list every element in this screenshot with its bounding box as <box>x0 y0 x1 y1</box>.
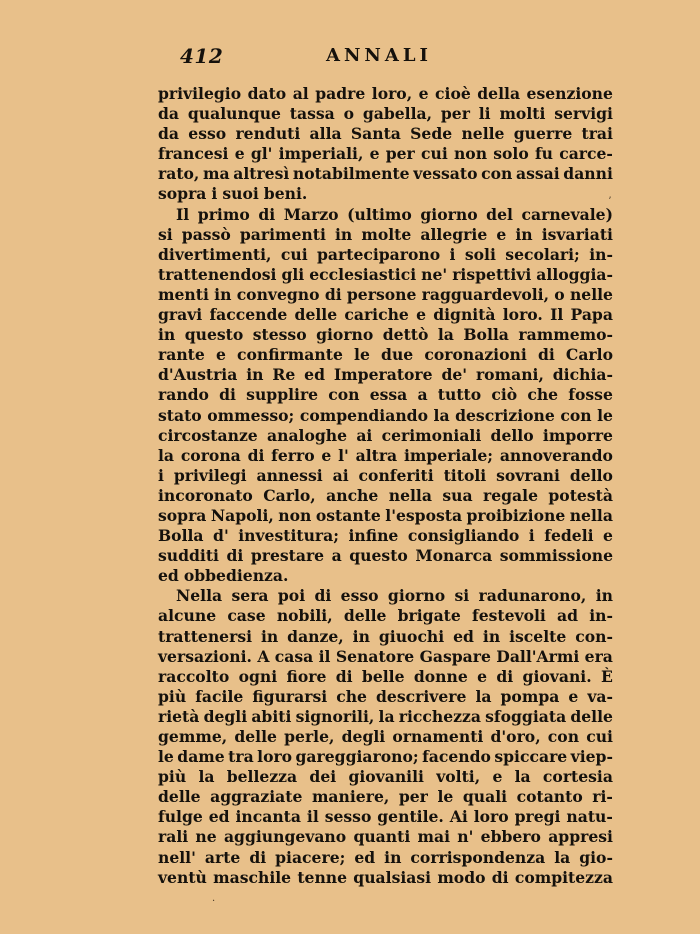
text-line: in questo stesso giorno dettò la Bolla rammemo- <box>158 325 613 345</box>
text-line: privilegio dato al padre loro, e cioè della esenzione <box>158 84 613 103</box>
text-line: i privilegi annessi ai conferiti titoli sovrani dello <box>158 465 613 485</box>
text-line: rietà degli abiti signorili, la ricchezza sfoggiata delle <box>158 706 613 726</box>
text-line: si passò parimenti in molte allegrie e in isvariati <box>158 224 613 244</box>
text-line: delle aggraziate maniere, per le quali cotanto ri- <box>158 787 613 807</box>
text-line: più facile figurarsi che descrivere la pompa e va- <box>158 686 613 706</box>
text-line: la corona di ferro e l' altra imperiale; annoverando <box>158 445 613 465</box>
text-line: francesi e gl' imperiali, e per cui non solo fu carce- <box>158 144 613 164</box>
text-line: sopra i suoi beni. <box>158 184 308 204</box>
text-line: ventù maschile tenne qualsiasi modo di compitezza <box>158 867 613 887</box>
text-line: Nella sera poi di esso giorno si radunarono, in <box>176 586 613 606</box>
text-line: rali ne aggiungevano quanti mai n' ebbero appresi <box>158 827 613 847</box>
page-number: 412 <box>180 44 224 68</box>
text-line: d'Austria in Re ed Imperatore de' romani, dichia- <box>158 365 613 385</box>
print-speck: ʼ <box>608 196 612 207</box>
text-line: raccolto ogni fiore di belle donne e di giovani. È <box>158 666 613 686</box>
text-line: rando di supplire con essa a tutto ciò che fosse <box>158 385 613 405</box>
text-line: alcune case nobili, delle brigate festevoli ad in- <box>158 606 613 626</box>
text-line: incoronato Carlo, anche nella sua regale potestà <box>158 485 613 505</box>
text-line: versazioni. A casa il Senatore Gaspare Dall'Armi era <box>158 646 613 666</box>
body-text <box>158 84 613 888</box>
text-line: rato, ma altresì notabilmente vessato con assai danni <box>158 164 613 184</box>
text-line: ed obbedienza. <box>158 566 289 586</box>
text-line: più la bellezza dei giovanili volti, e la cortesia <box>158 767 613 787</box>
text-line: da qualunque tassa o gabella, per li molti servigi <box>158 104 613 124</box>
text-line: circostanze analoghe ai cerimoniali dello imporre <box>158 425 613 445</box>
text-line: trattenendosi gli ecclesiastici ne' rispettivi alloggia- <box>158 264 613 284</box>
text-line: gravi faccende delle cariche e dignità loro. Il Papa <box>158 305 613 325</box>
text-line: nell' arte di piacere; ed in corrispondenza la gio- <box>158 847 613 867</box>
text-line: le dame tra loro gareggiarono; facendo spiccare viep- <box>158 747 613 767</box>
text-line: trattenersi in danze, in giuochi ed in iscelte con- <box>158 626 613 646</box>
text-line: Bolla d' investitura; infine consigliando i fedeli e <box>158 526 613 546</box>
text-line: menti in convegno di persone ragguardevoli, o nelle <box>158 284 613 304</box>
text-line: da esso renduti alla Santa Sede nelle guerre trai <box>158 124 613 144</box>
text-line: fulge ed incanta il sesso gentile. Ai loro pregi natu- <box>158 807 613 827</box>
text-line: sopra Napoli, non ostante l'esposta proibizione nella <box>158 505 613 525</box>
page-header <box>180 44 450 70</box>
running-title: ANNALI <box>326 45 432 66</box>
text-line: stato ommesso; compendiando la descrizione con le <box>158 405 613 425</box>
print-speck: · <box>212 896 216 907</box>
text-line: Il primo di Marzo (ultimo giorno del carnevale) <box>176 204 613 224</box>
text-line: sudditi di prestare a questo Monarca sommissione <box>158 546 613 566</box>
text-line: divertimenti, cui parteciparono i soli secolari; in- <box>158 244 613 264</box>
text-line: gemme, delle perle, degli ornamenti d'oro, con cui <box>158 727 613 746</box>
text-line: rante e confirmante le due coronazioni di Carlo <box>158 345 613 365</box>
